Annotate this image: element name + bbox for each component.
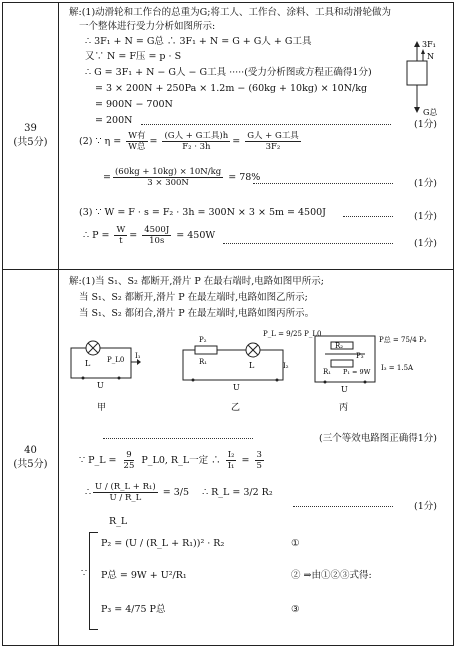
svg-text:R₁: R₁: [323, 368, 332, 376]
solution-line: ∴ 3F₁ + N = G总 ∴ 3F₁ + N = G + G人 + G工具: [85, 36, 312, 47]
score-mark: (1分): [414, 178, 437, 189]
circuit-yi: [183, 330, 321, 413]
svg-text:U: U: [341, 385, 348, 394]
question-number: 40: [24, 444, 37, 456]
solution-line: = 200N: [95, 115, 133, 126]
circuit-diagrams: [63, 328, 451, 420]
solution-line: 当 S₁、S₂ 都闭合,滑片 P 在最左端时,电路如图丙所示。: [79, 308, 315, 319]
dotted-leader: [141, 124, 391, 125]
question-number: 39: [24, 123, 37, 134]
solution-line: = 900N − 700N: [95, 99, 173, 110]
question-39-label: [3, 3, 59, 269]
solution-line: 一个整体进行受力分析如图所示:: [79, 21, 216, 32]
dotted-leader: [253, 183, 393, 184]
circuit-bing: [315, 335, 427, 413]
fraction: $\frac{\text{W有}}{\text{W总}}$: [128, 131, 146, 152]
question-40-label: [3, 270, 59, 645]
solution-line: = 3 × 200N + 250Pa × 1.2m − (60kg + 10kg) × 10N/kg: [95, 83, 368, 94]
circuit-jia: [71, 341, 141, 413]
solution-line: 解:(1)动滑轮和工作台的总重为G;将工人、工作台、涂料、工具和动滑轮做为: [69, 7, 391, 18]
power-prefix: ∴ P =: [83, 230, 110, 241]
dotted-leader: [103, 438, 253, 439]
question-points: (共5分): [13, 458, 48, 470]
equation-line: P总 = 9W + U²/R₁: [101, 570, 187, 581]
svg-text:U: U: [233, 383, 240, 392]
resistor-icon: [331, 360, 353, 367]
gravity-label: G总: [423, 108, 438, 117]
body-box: [407, 61, 427, 85]
solution-line: ∴ G = 3F₁ + N − G人 − G工具 ·····(受力分析图或方程正确得1分): [85, 67, 372, 78]
fraction: $\frac{\text{(G人 + G工具)h}}{\text{F₂ · 3h}}$: [164, 131, 229, 152]
system-prefix: ∵: [81, 568, 88, 579]
svg-text:I₁: I₁: [135, 352, 141, 360]
equation-tag: ①: [291, 538, 300, 549]
equation-tag: ② ⇒由①②③式得:: [291, 570, 372, 581]
svg-text:乙: 乙: [231, 403, 241, 413]
svg-text:甲: 甲: [97, 403, 107, 413]
svg-text:P_L = 9/25 P_L0: P_L = 9/25 P_L0: [263, 330, 322, 338]
svg-text:I₂: I₂: [283, 362, 289, 370]
work-line: (3) ∵ W = F · s = F₂ · 3h = 300N × 3 × 5m = 4500J: [79, 207, 326, 218]
equation-line: P₃ = 4/75 P总: [101, 604, 166, 615]
power-line: ∴ P = $\frac{W}{t}$ = $\frac{4500J}{10s}$ = 450W: [83, 225, 216, 246]
fraction: $\frac{\text{U / (R\_L + R₁)}}{U / R\_L}$: [95, 482, 156, 503]
question-40-solution: [63, 270, 449, 645]
svg-text:I₃ = 1.5A: I₃ = 1.5A: [381, 364, 414, 372]
eta-result: = 78%: [228, 172, 261, 183]
score-mark: (1分): [414, 501, 437, 512]
svg-text:丙: 丙: [339, 403, 349, 413]
power-result: = 450W: [176, 230, 216, 241]
normal-label: N: [427, 52, 434, 61]
svg-text:P_L0: P_L0: [107, 356, 125, 364]
score-mark: (1分): [414, 119, 437, 130]
fraction: $\frac{(60kg + 10kg) \times 10N/kg}{3 \times 300N}$: [114, 167, 222, 188]
solution-line: 当 S₁、S₂ 都断开,滑片 P 在最左端时,电路如图乙所示;: [79, 292, 308, 303]
fraction: $\frac{4500J}{10s}$: [144, 225, 170, 246]
solution-line: 又∵ N = F压 = p · S: [85, 51, 182, 62]
dotted-leader: [343, 216, 393, 217]
svg-text:P总 = 75/4 P₃: P总 = 75/4 P₃: [379, 336, 427, 344]
rl-label: R_L: [109, 516, 128, 527]
svg-text:P₂: P₂: [199, 336, 207, 344]
equation-brace: [89, 532, 98, 630]
fraction: $\frac{\text{I₂}}{\text{I₁}}$: [227, 450, 235, 471]
question-39-row: [3, 3, 453, 270]
fraction: $\frac{3}{5}$: [256, 450, 262, 471]
svg-text:R₁: R₁: [199, 358, 208, 366]
equation-tag: ③: [291, 604, 300, 615]
fraction: $\frac{W}{t}$: [116, 225, 126, 246]
dotted-leader: [223, 243, 393, 244]
svg-text:U: U: [97, 381, 104, 390]
svg-text:P₃: P₃: [356, 352, 364, 360]
efficiency-result-line: = $\frac{(60kg + 10kg) \times 10N/kg}{3 \times 300N}$ = 78%: [103, 167, 261, 188]
svg-text:R₂: R₂: [335, 342, 344, 350]
score-mark: (1分): [414, 211, 437, 222]
force-label: 3F₁: [422, 40, 436, 49]
score-mark: (1分): [414, 238, 437, 249]
arrow-head: [414, 41, 420, 47]
resistor-icon: [195, 346, 217, 354]
svg-text:L: L: [249, 361, 255, 370]
svg-text:L: L: [85, 359, 91, 368]
answer-sheet: [2, 2, 454, 646]
efficiency-line: (2) ∵ η = $\frac{\text{W有}}{\text{W总}}$ = $\frac{\text{(G人 + G工具)h}}{\text{F₂ · 3h}}$ = $\frac{\text{G人 + G工具}}{\text{3F₂}}$: [79, 131, 299, 152]
arrow-head: [414, 107, 420, 113]
score-mark: (三个等效电路图正确得1分): [319, 433, 437, 444]
ratio-equation: ∴ $\frac{\text{U / (R\_L + R₁)}}{U / R\_L}$ = 3/5 ∴ R_L = 3/2 R₂: [85, 482, 273, 503]
svg-text:P₁ = 9W: P₁ = 9W: [343, 368, 371, 376]
fraction: $\frac{9}{25}$: [123, 450, 135, 471]
ratio-line: ∵ P_L = $\frac{9}{25}$ P_L0, R_L一定 ∴ $\frac{\text{I₂}}{\text{I₁}}$ = $\frac{3}{5}$: [79, 450, 262, 471]
solution-line: 解:(1)当 S₁、S₂ 都断开,滑片 P 在最右端时,电路如图甲所示;: [69, 276, 325, 287]
force-diagram: [393, 39, 453, 119]
question-40-row: [3, 270, 453, 645]
question-39-solution: [63, 3, 449, 269]
dotted-leader: [293, 506, 393, 507]
arrow-head: [421, 49, 425, 54]
question-points: (共5分): [13, 137, 48, 148]
equation-line: P₂ = (U / (R_L + R₁))² · R₂: [101, 538, 225, 549]
eta-prefix: (2) ∵ η =: [79, 136, 122, 147]
fraction: $\frac{\text{G人 + G工具}}{\text{3F₂}}$: [247, 131, 299, 152]
